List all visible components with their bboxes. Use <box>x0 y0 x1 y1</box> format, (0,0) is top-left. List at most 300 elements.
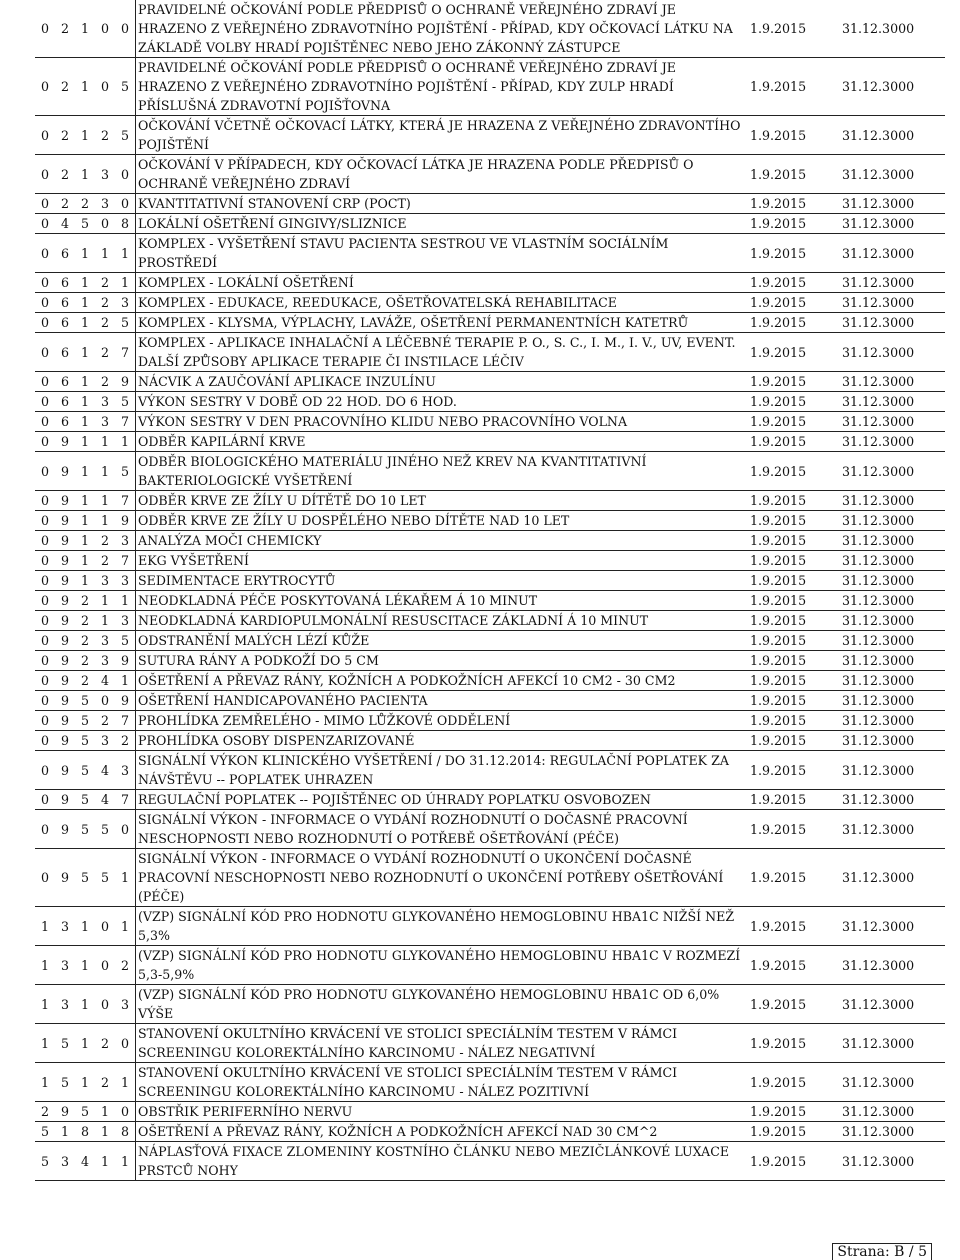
code-digit: 5 <box>95 849 115 907</box>
procedure-description: SEDIMENTACE ERYTROCYTŮ <box>136 571 747 591</box>
code-digit: 5 <box>115 58 136 116</box>
code-digit: 0 <box>35 491 55 511</box>
code-digit: 0 <box>115 0 136 58</box>
code-digit: 1 <box>75 372 95 392</box>
table-row <box>35 333 945 372</box>
valid-from-date: 1.9.2015 <box>746 611 842 631</box>
code-digit: 2 <box>35 1102 55 1122</box>
table-row <box>35 691 945 711</box>
code-digit: 1 <box>95 432 115 452</box>
code-digit: 1 <box>115 273 136 293</box>
table-row <box>35 751 945 790</box>
procedure-description: KOMPLEX - EDUKACE, REEDUKACE, OŠETŘOVATELSKÁ REHABILITACE <box>136 293 747 313</box>
valid-to-date: 31.12.3000 <box>842 631 945 651</box>
code-digit: 3 <box>115 751 136 790</box>
code-digit: 5 <box>115 392 136 412</box>
valid-from-date: 1.9.2015 <box>746 194 842 214</box>
valid-from-date: 1.9.2015 <box>746 711 842 731</box>
code-digit: 9 <box>55 551 75 571</box>
code-digit: 7 <box>115 491 136 511</box>
code-digit: 0 <box>35 671 55 691</box>
table-row <box>35 491 945 511</box>
table-row <box>35 194 945 214</box>
code-digit: 0 <box>35 691 55 711</box>
procedure-description: KOMPLEX - KLYSMA, VÝPLACHY, LAVÁŽE, OŠETŘENÍ PERMANENTNÍCH KATETRŮ <box>136 313 747 333</box>
code-digit: 5 <box>75 1102 95 1122</box>
table-row <box>35 611 945 631</box>
procedure-description: (VZP) SIGNÁLNÍ KÓD PRO HODNOTU GLYKOVANÉHO HEMOGLOBINU HBA1C OD 6,0% VÝŠE <box>136 985 747 1024</box>
code-digit: 5 <box>115 116 136 155</box>
procedure-description: VÝKON SESTRY V DOBĚ OD 22 HOD. DO 6 HOD. <box>136 392 747 412</box>
code-digit: 9 <box>115 372 136 392</box>
code-digit: 1 <box>95 234 115 273</box>
code-digit: 2 <box>75 611 95 631</box>
code-digit: 2 <box>55 116 75 155</box>
table-row <box>35 571 945 591</box>
valid-to-date: 31.12.3000 <box>842 790 945 810</box>
code-digit: 6 <box>55 372 75 392</box>
table-row <box>35 907 945 946</box>
code-digit: 0 <box>95 58 115 116</box>
valid-to-date: 31.12.3000 <box>842 491 945 511</box>
code-digit: 0 <box>115 810 136 849</box>
table-row <box>35 1142 945 1181</box>
valid-to-date: 31.12.3000 <box>842 751 945 790</box>
code-digit: 3 <box>95 631 115 651</box>
procedure-description: PROHLÍDKA ZEMŘELÉHO - MIMO LŮŽKOVÉ ODDĚLENÍ <box>136 711 747 731</box>
valid-from-date: 1.9.2015 <box>746 571 842 591</box>
code-digit: 0 <box>35 571 55 591</box>
valid-to-date: 31.12.3000 <box>842 511 945 531</box>
code-digit: 1 <box>75 1024 95 1063</box>
procedure-description: SIGNÁLNÍ VÝKON - INFORMACE O VYDÁNÍ ROZHODNUTÍ O UKONČENÍ DOČASNÉ PRACOVNÍ NESCHOPNOSTI NEBO ROZHODNUTÍ O UKONČENÍ POTŘEBY OŠETŘOVÁNÍ (PÉČE) <box>136 849 747 907</box>
code-digit: 1 <box>75 273 95 293</box>
code-digit: 4 <box>95 751 115 790</box>
code-digit: 4 <box>95 790 115 810</box>
table-row <box>35 651 945 671</box>
code-digit: 5 <box>75 731 95 751</box>
valid-to-date: 31.12.3000 <box>842 58 945 116</box>
procedure-description: VÝKON SESTRY V DEN PRACOVNÍHO KLIDU NEBO PRACOVNÍHO VOLNA <box>136 412 747 432</box>
procedure-description: STANOVENÍ OKULTNÍHO KRVÁCENÍ VE STOLICI SPECIÁLNÍM TESTEM V RÁMCI SCREENINGU KOLOREKTÁLNÍHO KARCINOMU - NÁLEZ NEGATIVNÍ <box>136 1024 747 1063</box>
valid-to-date: 31.12.3000 <box>842 452 945 491</box>
valid-to-date: 31.12.3000 <box>842 372 945 392</box>
valid-from-date: 1.9.2015 <box>746 0 842 58</box>
valid-from-date: 1.9.2015 <box>746 1024 842 1063</box>
procedure-description: SUTURA RÁNY A PODKOŽÍ DO 5 CM <box>136 651 747 671</box>
code-digit: 5 <box>75 790 95 810</box>
code-digit: 1 <box>95 452 115 491</box>
code-digit: 1 <box>75 452 95 491</box>
code-digit: 9 <box>55 731 75 751</box>
code-digit: 9 <box>55 671 75 691</box>
valid-from-date: 1.9.2015 <box>746 691 842 711</box>
procedure-code-table <box>35 0 945 1181</box>
valid-to-date: 31.12.3000 <box>842 731 945 751</box>
valid-from-date: 1.9.2015 <box>746 432 842 452</box>
valid-from-date: 1.9.2015 <box>746 452 842 491</box>
code-digit: 0 <box>35 751 55 790</box>
valid-from-date: 1.9.2015 <box>746 234 842 273</box>
valid-to-date: 31.12.3000 <box>842 551 945 571</box>
code-digit: 5 <box>75 751 95 790</box>
code-digit: 9 <box>55 751 75 790</box>
code-digit: 1 <box>75 155 95 194</box>
code-digit: 3 <box>55 907 75 946</box>
procedure-description: OČKOVÁNÍ V PŘÍPADECH, KDY OČKOVACÍ LÁTKA JE HRAZENA PODLE PŘEDPISŮ O OCHRANĚ VEŘEJNÉHO ZDRAVÍ <box>136 155 747 194</box>
code-digit: 3 <box>115 293 136 313</box>
code-digit: 1 <box>75 0 95 58</box>
valid-to-date: 31.12.3000 <box>842 1122 945 1142</box>
valid-from-date: 1.9.2015 <box>746 849 842 907</box>
valid-to-date: 31.12.3000 <box>842 531 945 551</box>
valid-from-date: 1.9.2015 <box>746 1142 842 1181</box>
procedure-description: SIGNÁLNÍ VÝKON - INFORMACE O VYDÁNÍ ROZHODNUTÍ O DOČASNÉ PRACOVNÍ NESCHOPNOSTI NEBO ROZHODNUTÍ O POTŘEBĚ OŠETŘOVÁNÍ (PÉČE) <box>136 810 747 849</box>
valid-to-date: 31.12.3000 <box>842 611 945 631</box>
procedure-description: NÁPLASŤOVÁ FIXACE ZLOMENINY KOSTNÍHO ČLÁNKU NEBO MEZIČLÁNKOVÉ LUXACE PRSTCŮ NOHY <box>136 1142 747 1181</box>
code-digit: 1 <box>115 907 136 946</box>
code-digit: 1 <box>75 985 95 1024</box>
code-digit: 1 <box>115 432 136 452</box>
code-digit: 1 <box>75 511 95 531</box>
code-digit: 0 <box>95 214 115 234</box>
valid-to-date: 31.12.3000 <box>842 155 945 194</box>
code-digit: 7 <box>115 711 136 731</box>
code-digit: 1 <box>75 571 95 591</box>
procedure-description: LOKÁLNÍ OŠETŘENÍ GINGIVY/SLIZNICE <box>136 214 747 234</box>
code-digit: 3 <box>115 611 136 631</box>
code-digit: 0 <box>95 907 115 946</box>
procedure-description: NÁCVIK A ZAUČOVÁNÍ APLIKACE INZULÍNU <box>136 372 747 392</box>
code-digit: 0 <box>95 985 115 1024</box>
valid-from-date: 1.9.2015 <box>746 985 842 1024</box>
procedure-description: KVANTITATIVNÍ STANOVENÍ CRP (POCT) <box>136 194 747 214</box>
table-row <box>35 392 945 412</box>
code-digit: 2 <box>95 313 115 333</box>
code-digit: 9 <box>55 611 75 631</box>
table-row <box>35 1063 945 1102</box>
code-digit: 9 <box>115 691 136 711</box>
code-digit: 1 <box>75 531 95 551</box>
code-digit: 0 <box>35 551 55 571</box>
valid-from-date: 1.9.2015 <box>746 810 842 849</box>
code-digit: 0 <box>35 313 55 333</box>
code-digit: 8 <box>75 1122 95 1142</box>
code-digit: 1 <box>35 907 55 946</box>
code-digit: 1 <box>75 58 95 116</box>
code-digit: 2 <box>115 946 136 985</box>
code-digit: 2 <box>95 1063 115 1102</box>
valid-to-date: 31.12.3000 <box>842 293 945 313</box>
code-digit: 9 <box>55 691 75 711</box>
table-row <box>35 511 945 531</box>
code-digit: 2 <box>95 1024 115 1063</box>
code-digit: 2 <box>95 531 115 551</box>
code-digit: 2 <box>95 293 115 313</box>
code-digit: 1 <box>35 985 55 1024</box>
valid-to-date: 31.12.3000 <box>842 116 945 155</box>
table-row <box>35 116 945 155</box>
procedure-description: ODBĚR KRVE ZE ŽÍLY U DOSPĚLÉHO NEBO DÍTĚTE NAD 10 LET <box>136 511 747 531</box>
code-digit: 9 <box>55 491 75 511</box>
code-digit: 0 <box>35 214 55 234</box>
code-digit: 2 <box>55 155 75 194</box>
valid-to-date: 31.12.3000 <box>842 392 945 412</box>
code-digit: 9 <box>115 651 136 671</box>
table-row <box>35 58 945 116</box>
code-digit: 1 <box>95 1122 115 1142</box>
procedure-description: SIGNÁLNÍ VÝKON KLINICKÉHO VYŠETŘENÍ / DO 31.12.2014: REGULAČNÍ POPLATEK ZA NÁVŠTĚVU -- POPLATEK UHRAZEN <box>136 751 747 790</box>
valid-from-date: 1.9.2015 <box>746 412 842 432</box>
code-digit: 0 <box>35 412 55 432</box>
table-row <box>35 412 945 432</box>
code-digit: 1 <box>95 511 115 531</box>
code-digit: 5 <box>35 1122 55 1142</box>
procedure-description: PRAVIDELNÉ OČKOVÁNÍ PODLE PŘEDPISŮ O OCHRANĚ VEŘEJNÉHO ZDRAVÍ JE HRAZENO Z VEŘEJNÉHO ZDRAVOTNÍHO POJIŠTĚNÍ - PŘÍPAD, KDY OČKOVACÍ LÁTKU NA ZÁKLADĚ VOLBY HRADÍ POJIŠTĚNEC NEBO JEHO ZÁKONNÝ ZÁSTUPCE <box>136 0 747 58</box>
code-digit: 1 <box>75 313 95 333</box>
code-digit: 1 <box>35 1024 55 1063</box>
code-digit: 1 <box>95 491 115 511</box>
table-row <box>35 810 945 849</box>
code-digit: 5 <box>55 1024 75 1063</box>
valid-from-date: 1.9.2015 <box>746 511 842 531</box>
code-digit: 3 <box>95 571 115 591</box>
procedure-description: KOMPLEX - APLIKACE INHALAČNÍ A LÉČEBNÉ TERAPIE P. O., S. C., I. M., I. V., UV, EVENT. DALŠÍ ZPŮSOBY APLIKACE TERAPIE ČI INSTILACE LÉČIV <box>136 333 747 372</box>
table-row <box>35 1102 945 1122</box>
code-digit: 6 <box>55 273 75 293</box>
code-digit: 0 <box>35 234 55 273</box>
code-digit: 2 <box>75 631 95 651</box>
valid-from-date: 1.9.2015 <box>746 651 842 671</box>
code-digit: 0 <box>35 790 55 810</box>
valid-from-date: 1.9.2015 <box>746 751 842 790</box>
code-digit: 1 <box>75 412 95 432</box>
procedure-description: PRAVIDELNÉ OČKOVÁNÍ PODLE PŘEDPISŮ O OCHRANĚ VEŘEJNÉHO ZDRAVÍ JE HRAZENO Z VEŘEJNÉHO ZDRAVOTNÍHO POJIŠTĚNÍ - PŘÍPAD, KDY ZULP HRADÍ PŘÍSLUŠNÁ ZDRAVOTNÍ POJIŠŤOVNA <box>136 58 747 116</box>
code-digit: 4 <box>55 214 75 234</box>
code-digit: 9 <box>55 631 75 651</box>
code-digit: 2 <box>75 591 95 611</box>
valid-from-date: 1.9.2015 <box>746 491 842 511</box>
procedure-description: (VZP) SIGNÁLNÍ KÓD PRO HODNOTU GLYKOVANÉHO HEMOGLOBINU HBA1C V ROZMEZÍ 5,3-5,9% <box>136 946 747 985</box>
table-row <box>35 631 945 651</box>
valid-from-date: 1.9.2015 <box>746 116 842 155</box>
code-digit: 2 <box>95 273 115 293</box>
valid-to-date: 31.12.3000 <box>842 946 945 985</box>
procedure-description: REGULAČNÍ POPLATEK -- POJIŠTĚNEC OD ÚHRADY POPLATKU OSVOBOZEN <box>136 790 747 810</box>
code-digit: 1 <box>75 392 95 412</box>
code-digit: 0 <box>35 116 55 155</box>
code-digit: 9 <box>55 790 75 810</box>
valid-from-date: 1.9.2015 <box>746 731 842 751</box>
code-digit: 4 <box>75 1142 95 1181</box>
code-digit: 0 <box>35 155 55 194</box>
code-digit: 1 <box>115 591 136 611</box>
code-digit: 8 <box>115 214 136 234</box>
code-digit: 1 <box>115 1142 136 1181</box>
code-digit: 1 <box>75 551 95 571</box>
code-digit: 0 <box>35 0 55 58</box>
table-row <box>35 432 945 452</box>
valid-to-date: 31.12.3000 <box>842 313 945 333</box>
table-row <box>35 1024 945 1063</box>
code-digit: 6 <box>55 293 75 313</box>
table-row <box>35 591 945 611</box>
code-digit: 5 <box>75 810 95 849</box>
procedure-description: KOMPLEX - LOKÁLNÍ OŠETŘENÍ <box>136 273 747 293</box>
code-digit: 0 <box>35 293 55 313</box>
code-digit: 5 <box>75 691 95 711</box>
code-digit: 3 <box>115 571 136 591</box>
valid-from-date: 1.9.2015 <box>746 273 842 293</box>
code-digit: 2 <box>95 372 115 392</box>
code-digit: 3 <box>55 985 75 1024</box>
valid-to-date: 31.12.3000 <box>842 194 945 214</box>
valid-from-date: 1.9.2015 <box>746 214 842 234</box>
table-row <box>35 273 945 293</box>
code-digit: 9 <box>55 711 75 731</box>
code-digit: 1 <box>75 491 95 511</box>
code-digit: 0 <box>35 511 55 531</box>
code-digit: 2 <box>95 116 115 155</box>
table-row <box>35 372 945 392</box>
code-digit: 6 <box>55 333 75 372</box>
valid-from-date: 1.9.2015 <box>746 293 842 313</box>
code-digit: 1 <box>95 611 115 631</box>
procedure-description: (VZP) SIGNÁLNÍ KÓD PRO HODNOTU GLYKOVANÉHO HEMOGLOBINU HBA1C NIŽŠÍ NEŽ 5,3% <box>136 907 747 946</box>
code-digit: 1 <box>75 946 95 985</box>
code-digit: 9 <box>55 531 75 551</box>
procedure-description: EKG VYŠETŘENÍ <box>136 551 747 571</box>
code-digit: 2 <box>95 711 115 731</box>
procedure-description: OBSTŘIK PERIFERNÍHO NERVU <box>136 1102 747 1122</box>
code-digit: 0 <box>95 946 115 985</box>
table-row <box>35 313 945 333</box>
code-digit: 2 <box>95 551 115 571</box>
code-digit: 0 <box>35 452 55 491</box>
valid-from-date: 1.9.2015 <box>746 1063 842 1102</box>
procedure-description: ODBĚR KAPILÁRNÍ KRVE <box>136 432 747 452</box>
procedure-description: ODBĚR BIOLOGICKÉHO MATERIÁLU JINÉHO NEŽ KREV NA KVANTITATIVNÍ BAKTERIOLOGICKÉ VYŠETŘENÍ <box>136 452 747 491</box>
procedure-description: OČKOVÁNÍ VČETNĚ OČKOVACÍ LÁTKY, KTERÁ JE HRAZENA Z VEŘEJNÉHO ZDRAVONTÍHO POJIŠTĚNÍ <box>136 116 747 155</box>
valid-from-date: 1.9.2015 <box>746 392 842 412</box>
code-digit: 7 <box>115 790 136 810</box>
table-row <box>35 234 945 273</box>
code-digit: 5 <box>55 1063 75 1102</box>
code-digit: 1 <box>35 1063 55 1102</box>
valid-to-date: 31.12.3000 <box>842 907 945 946</box>
code-digit: 3 <box>95 155 115 194</box>
procedure-description: PROHLÍDKA OSOBY DISPENZARIZOVANÉ <box>136 731 747 751</box>
code-digit: 1 <box>75 293 95 313</box>
code-digit: 0 <box>115 1024 136 1063</box>
code-digit: 3 <box>95 412 115 432</box>
valid-to-date: 31.12.3000 <box>842 214 945 234</box>
code-digit: 9 <box>115 511 136 531</box>
code-digit: 3 <box>55 946 75 985</box>
code-digit: 2 <box>55 58 75 116</box>
code-digit: 0 <box>95 691 115 711</box>
procedure-code-rows <box>35 0 945 1181</box>
code-digit: 9 <box>55 849 75 907</box>
code-digit: 8 <box>115 1122 136 1142</box>
code-digit: 0 <box>35 651 55 671</box>
code-digit: 0 <box>35 194 55 214</box>
valid-to-date: 31.12.3000 <box>842 571 945 591</box>
code-digit: 1 <box>75 1063 95 1102</box>
code-digit: 3 <box>95 651 115 671</box>
valid-to-date: 31.12.3000 <box>842 432 945 452</box>
code-digit: 6 <box>55 412 75 432</box>
valid-from-date: 1.9.2015 <box>746 946 842 985</box>
procedure-description: ANALÝZA MOČI CHEMICKY <box>136 531 747 551</box>
code-digit: 3 <box>55 1142 75 1181</box>
valid-to-date: 31.12.3000 <box>842 273 945 293</box>
code-digit: 0 <box>35 731 55 751</box>
code-digit: 0 <box>115 1102 136 1122</box>
valid-to-date: 31.12.3000 <box>842 1024 945 1063</box>
code-digit: 7 <box>115 412 136 432</box>
code-digit: 1 <box>75 333 95 372</box>
table-row <box>35 531 945 551</box>
valid-from-date: 1.9.2015 <box>746 531 842 551</box>
valid-from-date: 1.9.2015 <box>746 671 842 691</box>
code-digit: 0 <box>35 432 55 452</box>
valid-from-date: 1.9.2015 <box>746 551 842 571</box>
code-digit: 6 <box>55 392 75 412</box>
code-digit: 6 <box>55 234 75 273</box>
code-digit: 0 <box>35 611 55 631</box>
code-digit: 0 <box>35 711 55 731</box>
code-digit: 7 <box>115 333 136 372</box>
procedure-description: STANOVENÍ OKULTNÍHO KRVÁCENÍ VE STOLICI SPECIÁLNÍM TESTEM V RÁMCI SCREENINGU KOLOREKTÁLNÍHO KARCINOMU - NÁLEZ POZITIVNÍ <box>136 1063 747 1102</box>
code-digit: 2 <box>75 194 95 214</box>
code-digit: 2 <box>115 731 136 751</box>
procedure-description: NEODKLADNÁ KARDIOPULMONÁLNÍ RESUSCITACE ZÁKLADNÍ Á 10 MINUT <box>136 611 747 631</box>
code-digit: 2 <box>55 0 75 58</box>
valid-to-date: 31.12.3000 <box>842 333 945 372</box>
valid-to-date: 31.12.3000 <box>842 1142 945 1181</box>
table-row <box>35 293 945 313</box>
valid-to-date: 31.12.3000 <box>842 234 945 273</box>
code-digit: 9 <box>55 651 75 671</box>
valid-from-date: 1.9.2015 <box>746 591 842 611</box>
table-row <box>35 671 945 691</box>
valid-from-date: 1.9.2015 <box>746 313 842 333</box>
code-digit: 3 <box>115 531 136 551</box>
code-digit: 5 <box>115 313 136 333</box>
code-digit: 5 <box>35 1142 55 1181</box>
table-row <box>35 985 945 1024</box>
code-digit: 0 <box>35 810 55 849</box>
valid-from-date: 1.9.2015 <box>746 1122 842 1142</box>
code-digit: 3 <box>115 985 136 1024</box>
code-digit: 5 <box>75 711 95 731</box>
valid-to-date: 31.12.3000 <box>842 711 945 731</box>
code-digit: 0 <box>35 849 55 907</box>
code-digit: 7 <box>115 551 136 571</box>
procedure-description: ODSTRANĚNÍ MALÝCH LÉZÍ KŮŽE <box>136 631 747 651</box>
code-digit: 2 <box>75 671 95 691</box>
code-digit: 9 <box>55 452 75 491</box>
table-row <box>35 1122 945 1142</box>
code-digit: 1 <box>95 1142 115 1181</box>
procedure-description: OŠETŘENÍ A PŘEVAZ RÁNY, KOŽNÍCH A PODKOŽNÍCH AFEKCÍ 10 CM2 - 30 CM2 <box>136 671 747 691</box>
table-row <box>35 946 945 985</box>
valid-from-date: 1.9.2015 <box>746 372 842 392</box>
valid-to-date: 31.12.3000 <box>842 849 945 907</box>
code-digit: 0 <box>115 155 136 194</box>
code-digit: 9 <box>55 1102 75 1122</box>
